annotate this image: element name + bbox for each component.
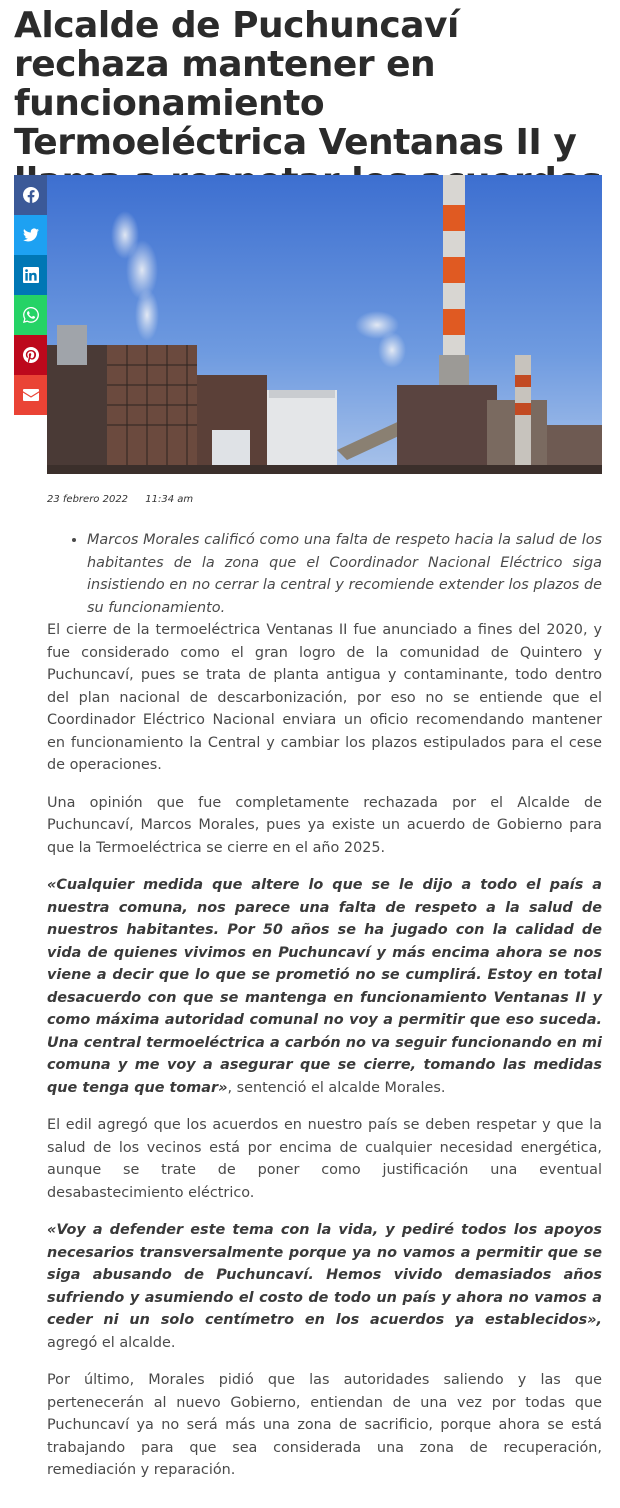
paragraph-6: Por último, Morales pidió que las autoridades saliendo y las que pertenecerán al nuevo Gobierno, entiendan de una vez por todas que Puchuncaví ya no será más una zona de sacrificio, porque ahora se está trabajando para que sea considerada una zona de recuperación, remediación y reparación. [47, 1372, 602, 1478]
article-date: 23 febrero 2022 [47, 494, 129, 505]
share-whatsapp-button[interactable] [14, 295, 47, 335]
paragraph-4: El edil agregó que los acuerdos en nuestro país se deben respetar y que la salud de los vecinos está por encima de cualquier necesidad energética, aunque se trate de poner como justificación una eventual desabastecimiento eléctrico. [47, 1117, 602, 1201]
paragraph-3 [47, 874, 602, 1099]
summary-list [47, 529, 602, 619]
share-linkedin-button[interactable] [14, 255, 47, 295]
paragraph-1: El cierre de la termoeléctrica Ventanas II fue anunciado a fines del 2020, y fue considerado como el gran logro de la comunidad de Quintero y Puchuncaví, pues se trata de planta antigua y contaminante, todo dentro del plan nacional de descarbonización, por eso no se entiende que el Coordinador Eléctrico Nacional enviara un oficio recomendando mantener en funcionamiento la Central y cambiar los plazos estipulados para el cese de operaciones. [47, 622, 602, 773]
twitter-icon [23, 227, 39, 243]
quote-2-attribution: agregó el alcalde. [47, 1334, 176, 1351]
share-bar [14, 175, 47, 415]
paragraph-5 [47, 1219, 602, 1354]
article-time: 11:34 am [145, 494, 194, 505]
pinterest-icon [23, 347, 39, 363]
share-pinterest-button[interactable] [14, 335, 47, 375]
facebook-icon [23, 187, 39, 203]
linkedin-icon [23, 267, 39, 283]
article-meta [47, 494, 207, 505]
whatsapp-icon [23, 307, 39, 323]
paragraph-2: Una opinión que fue completamente rechazada por el Alcalde de Puchuncaví, Marcos Morales, pues ya existe un acuerdo de Gobierno para que la Termoeléctrica se cierre en el año 2025. [47, 794, 602, 856]
quote-1-attribution: , sentenció el alcalde Morales. [227, 1079, 446, 1096]
summary-bullet: • Marcos Morales calificó como una falta de respeto hacia la salud de los habitantes de la zona que el Coordinador Nacional Eléctrico siga insistiendo en no cerrar la central y recomiende extender los plazos de su funcionamiento. [87, 529, 602, 619]
article-title: Alcalde de Puchuncaví rechaza mantener en funcionamiento Termoeléctrica Ventanas II y [14, 5, 577, 163]
hero-image-power-plant [47, 175, 602, 474]
quote-2: «Voy a defender este tema con la vida, y pediré todos los apoyos necesarios transversalmente porque ya no vamos a permitir que se siga abusando de Puchuncaví. Hemos vivido demasiados años sufriendo y asumiendo el costo de todo un país y ahora no vamos a ceder ni un solo centímetro en los acuerdos ya establecidos», [47, 1222, 602, 1328]
quote-1: «Cualquier medida que altere lo que se le dijo a todo el país a nuestra comuna, nos parece una falta de respeto a la salud de nuestros habitantes. Por 50 años se ha jugado con la calidad de vida de quienes vivimos en Puchuncaví y más encima ahora se nos viene a decir que lo que se prometió no se cumplirá. Estoy en total desacuerdo con que se mantenga en funcionamiento Ventanas II y como máxima autoridad comunal no voy a permitir que eso suceda. Una central termoeléctrica a carbón no va seguir funcionando en mi comuna y me voy a asegurar que se cierre, tomando las medidas que tenga que tomar» [47, 877, 602, 1096]
share-email-button[interactable] [14, 375, 47, 415]
email-icon [23, 387, 39, 403]
share-facebook-button[interactable] [14, 175, 47, 215]
share-twitter-button[interactable] [14, 215, 47, 255]
article-body [47, 529, 602, 1497]
